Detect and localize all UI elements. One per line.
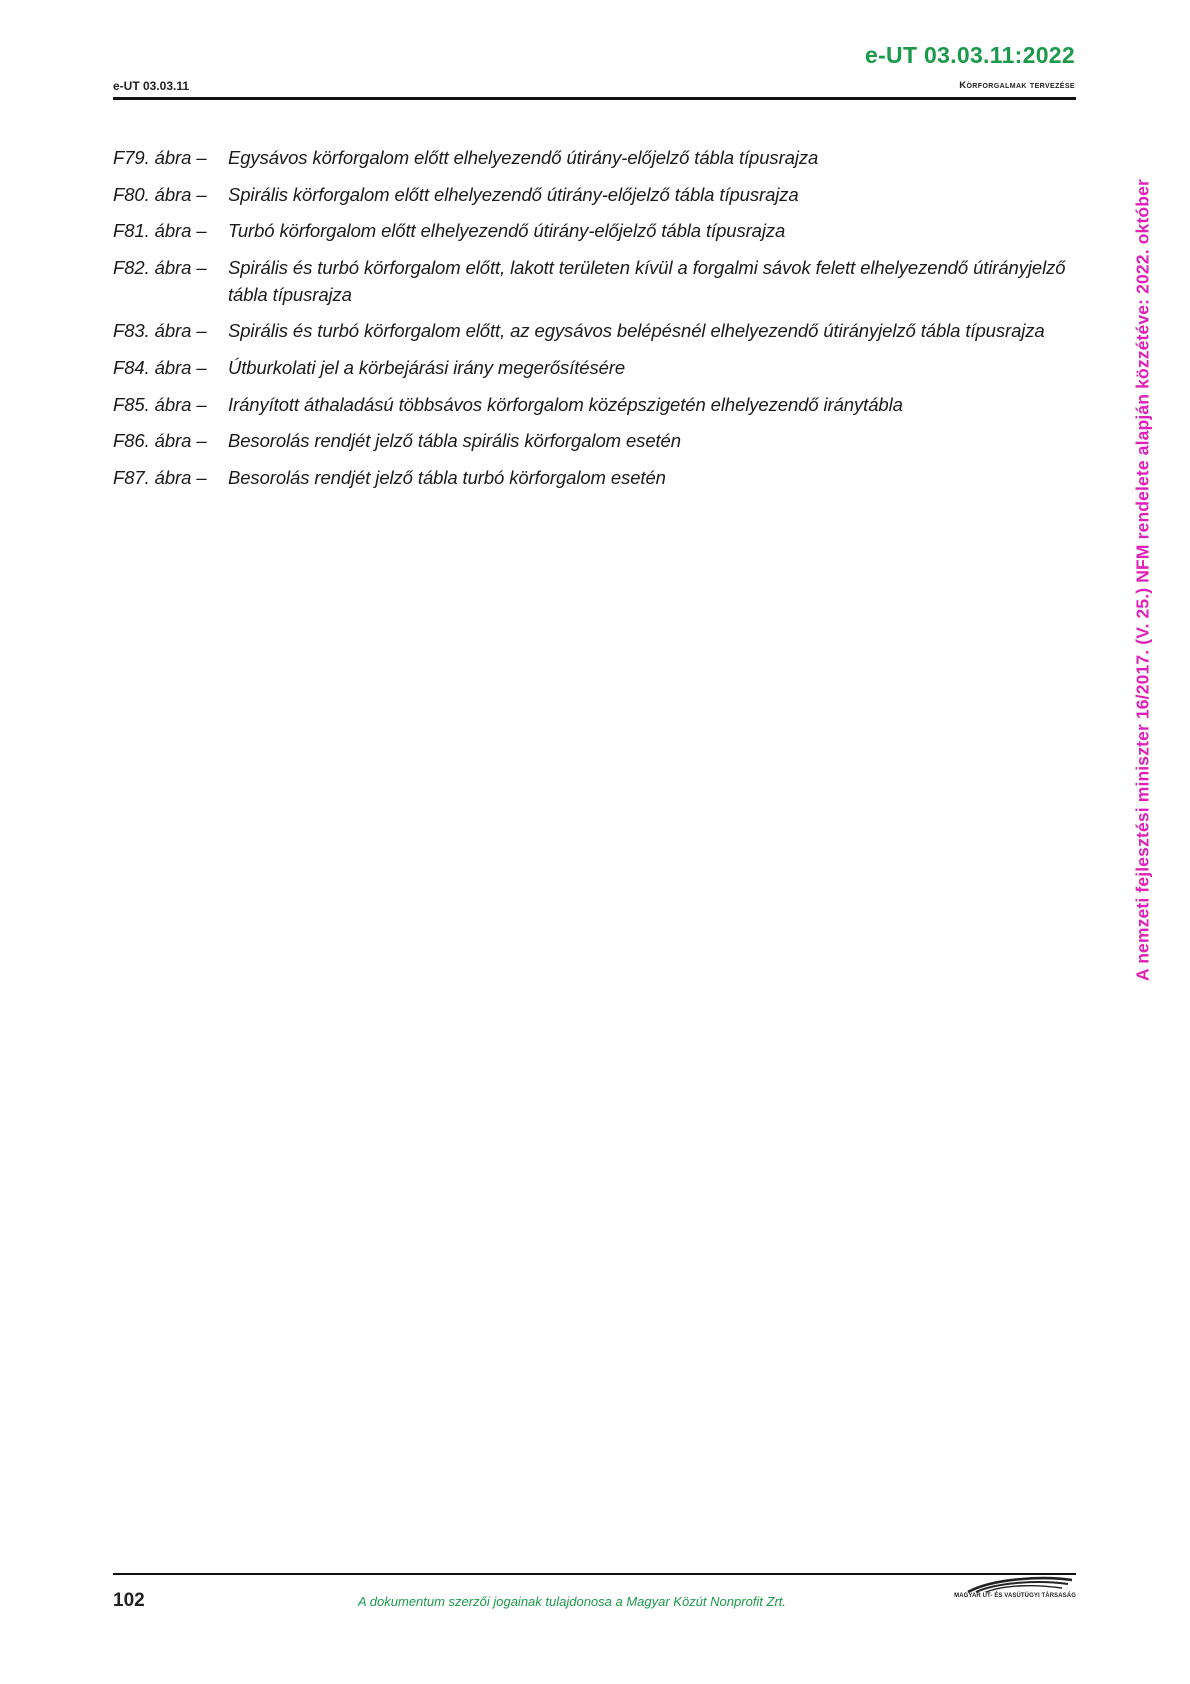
figure-entry: [113, 181, 1073, 208]
header-left-code: e-UT 03.03.11: [113, 79, 190, 93]
figure-list: [113, 144, 1073, 500]
figure-label: F80. ábra –: [113, 183, 207, 205]
logo-text: MAGYAR ÚT- ÉS VASÚTÜGYI TÁRSASÁG: [954, 1593, 1076, 1599]
figure-label: F87. ábra –: [113, 466, 207, 488]
figure-title: Irányított áthaladású többsávos körforgalom középszigetén elhelyezendő iránytábla: [228, 393, 903, 415]
society-logo: [926, 1576, 1076, 1606]
figure-title: Spirális és turbó körforgalom előtt, lakott területen kívül a forgalmi sávok felett elhelyezendő útirányjelző tábla típusrajza: [228, 256, 1066, 305]
doc-code: e-UT 03.03.11:2022: [865, 42, 1075, 68]
figure-label: F86. ábra –: [113, 430, 207, 452]
figure-entry: [113, 391, 1073, 418]
figure-label: F84. ábra –: [113, 356, 207, 378]
figure-label: F85. ábra –: [113, 393, 207, 415]
header-section-title: Körforgalmak tervezése: [959, 80, 1075, 91]
copyright-notice: A dokumentum szerzői jogainak tulajdonosa a Magyar Közút Nonprofit Zrt.: [358, 1594, 787, 1609]
watermark-text: A nemzeti fejlesztési miniszter 16/2017. (V. 25.) NFM rendelete alapján közzétéve: 2022. október: [1132, 179, 1153, 981]
figure-title: Spirális körforgalom előtt elhelyezendő útirány-előjelző tábla típusrajza: [228, 183, 799, 205]
figure-entry: [113, 354, 1073, 381]
figure-title: Besorolás rendjét jelző tábla turbó körforgalom esetén: [228, 466, 666, 488]
header-rule: [113, 97, 1076, 100]
figure-label: F82. ábra –: [113, 256, 207, 278]
figure-entry: [113, 317, 1073, 344]
footer-rule: [113, 1573, 1076, 1575]
figure-title: Besorolás rendjét jelző tábla spirális körforgalom esetén: [228, 430, 681, 452]
bridge-arc-icon: [964, 1576, 1076, 1594]
figure-label: F81. ábra –: [113, 220, 207, 242]
figure-entry: [113, 217, 1073, 244]
page-number: 102: [113, 1590, 145, 1611]
figure-title: Egysávos körforgalom előtt elhelyezendő útirány-előjelző tábla típusrajza: [228, 147, 819, 168]
figure-title: Útburkolati jel a körbejárási irány megerősítésére: [228, 356, 626, 378]
figure-entry: [113, 144, 1073, 171]
figure-title: Spirális és turbó körforgalom előtt, az egysávos belépésnél elhelyezendő útirányjelző tábla típusrajza: [228, 320, 1045, 342]
figure-label: F83. ábra –: [113, 320, 207, 342]
figure-entry: [113, 254, 1073, 308]
figure-title: Turbó körforgalom előtt elhelyezendő útirány-előjelző tábla típusrajza: [228, 220, 786, 242]
figure-entry: [113, 427, 1073, 454]
figure-entry: [113, 464, 1073, 491]
figure-label: F79. ábra –: [113, 147, 207, 168]
